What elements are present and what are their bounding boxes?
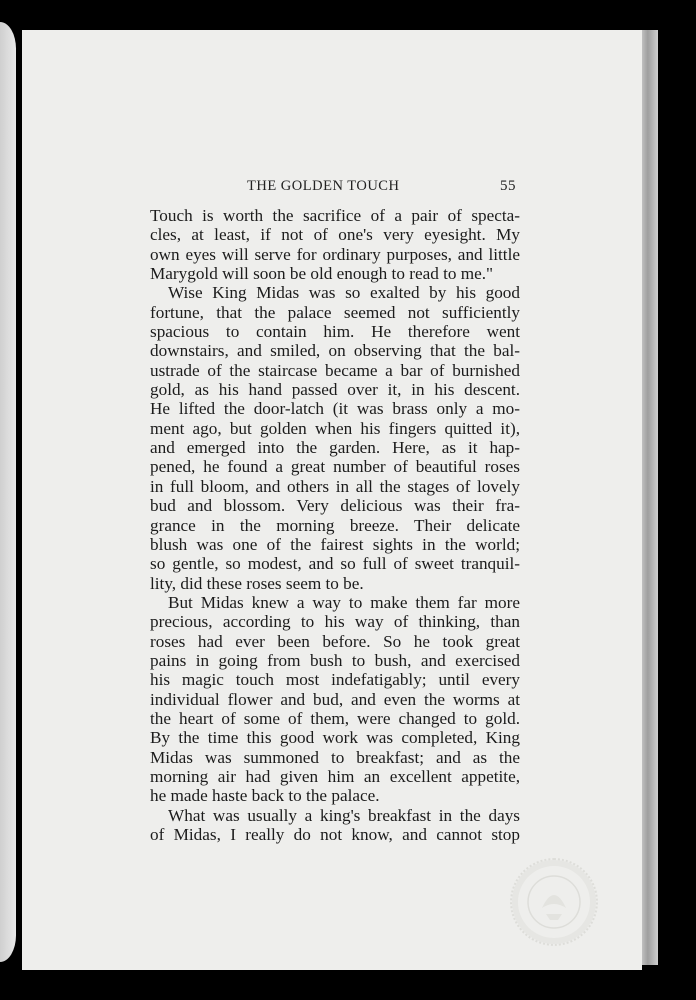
text-line: pains in going from bush to bush, and exercised bbox=[150, 650, 520, 670]
text-line: he made haste back to the palace. bbox=[150, 786, 380, 806]
text-line: lity, did these roses seem to be. bbox=[150, 573, 364, 593]
text-line: Marygold will soon be old enough to read to me." bbox=[150, 264, 494, 284]
text-line: blush was one of the fairest sights in the world; bbox=[150, 534, 520, 554]
text-line: But Midas knew a way to make them far more bbox=[168, 592, 520, 612]
book-page bbox=[22, 30, 642, 970]
text-line: the heart of some of them, were changed to gold. bbox=[150, 708, 520, 728]
text-line: precious, according to his way of thinking, than bbox=[150, 612, 520, 632]
running-title: THE GOLDEN TOUCH bbox=[247, 178, 400, 194]
text-line: bud and blossom. Very delicious was their fra- bbox=[150, 496, 520, 516]
text-line: own eyes will serve for ordinary purposes, and little bbox=[150, 244, 520, 264]
seal-emblem-icon bbox=[512, 860, 596, 944]
text-line: By the time this good work was completed, King bbox=[150, 728, 520, 748]
text-line: gold, as his hand passed over it, in his descent. bbox=[150, 380, 520, 400]
text-line: grance in the morning breeze. Their delicate bbox=[150, 515, 520, 535]
text-line: his magic touch most indefatigably; until every bbox=[150, 670, 520, 690]
text-line: What was usually a king's breakfast in the days bbox=[168, 805, 520, 825]
text-line: in full bloom, and others in all the stages of lovely bbox=[150, 476, 520, 496]
text-line: of Midas, I really do not know, and cannot stop bbox=[150, 825, 520, 844]
text-line: Wise King Midas was so exalted by his good bbox=[168, 283, 520, 303]
text-line: roses had ever been before. So he took great bbox=[150, 631, 520, 651]
text-line: so gentle, so modest, and so full of sweet tranquil- bbox=[150, 554, 520, 574]
text-line: ustrade of the staircase became a bar of burnished bbox=[150, 360, 520, 380]
text-line: He lifted the door-latch (it was brass only a mo- bbox=[150, 399, 520, 419]
text-line: individual flower and bud, and even the worms at bbox=[150, 689, 520, 709]
text-line: Touch is worth the sacrifice of a pair of specta- bbox=[150, 206, 520, 225]
body-text bbox=[150, 206, 520, 844]
facing-page-edge bbox=[0, 22, 16, 962]
text-line: ment ago, but golden when his fingers quitted it), bbox=[150, 418, 520, 438]
text-line: downstairs, and smiled, on observing that the bal- bbox=[150, 341, 520, 361]
running-head bbox=[22, 176, 642, 200]
text-line: spacious to contain him. He therefore went bbox=[150, 322, 520, 342]
text-line: fortune, that the palace seemed not sufficiently bbox=[150, 302, 520, 322]
text-line: morning air had given him an excellent appetite, bbox=[150, 766, 520, 786]
text-line: cles, at least, if not of one's very eyesight. My bbox=[150, 225, 520, 245]
text-line: Midas was summoned to breakfast; and as the bbox=[150, 747, 520, 767]
page-number: 55 bbox=[500, 178, 516, 194]
text-line: pened, he found a great number of beautiful roses bbox=[150, 457, 520, 477]
library-seal-stamp bbox=[510, 858, 598, 946]
text-line: and emerged into the garden. Here, as it hap- bbox=[150, 438, 520, 458]
